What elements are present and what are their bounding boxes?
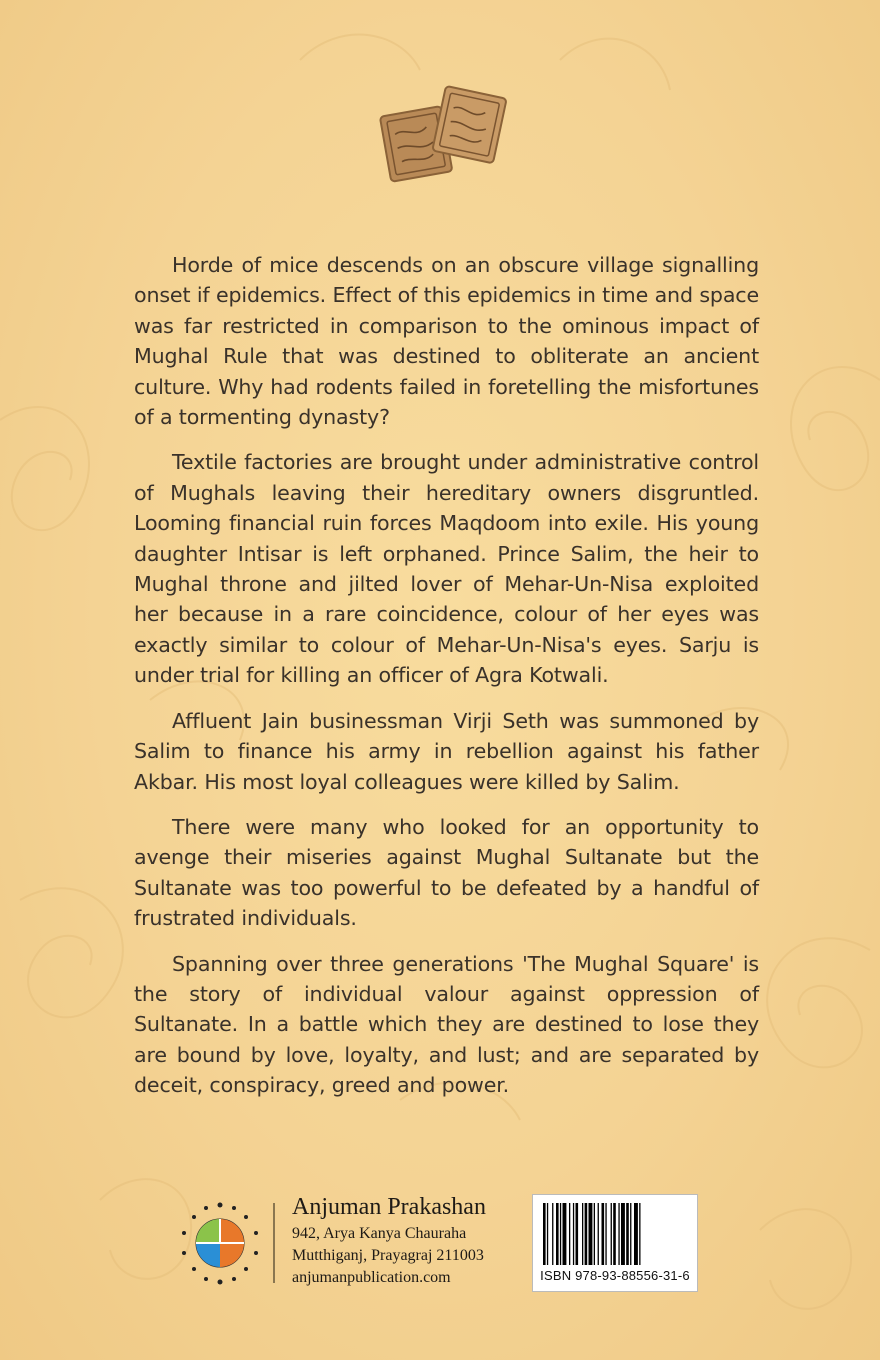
isbn-number: ISBN 978-93-88556-31-6	[540, 1268, 690, 1283]
mughal-coins-image	[376, 82, 510, 186]
publisher-block	[176, 1193, 516, 1293]
isbn-barcode	[532, 1194, 698, 1292]
blurb-paragraph: Affluent Jain businessman Virji Seth was summoned by Salim to finance his army in rebellion against his father Akbar. His most loyal colleagues were killed by Salim.	[134, 708, 759, 794]
back-cover-blurb	[134, 250, 759, 1116]
publisher-address-line1: 942, Arya Kanya Chauraha	[292, 1225, 467, 1242]
barcode-icon	[541, 1203, 689, 1265]
blurb-paragraph: Horde of mice descends on an obscure village signalling onset if epidemics. Effect of this epidemics in time and space was far restricted in comparison to the ominous impact of Mughal Rule that was destined to obliterate an ancient culture. Why had rodents failed in foretelling the misfortunes of a tormenting dynasty?	[134, 253, 759, 430]
publisher-name: Anjuman Prakashan	[292, 1194, 486, 1220]
blurb-paragraph: Spanning over three generations 'The Mughal Square' is the story of individual valour against oppression of Sultanate. In a battle which they are destined to lose they are bound by love, loyalty, and lust; and are separated by deceit, conspiracy, greed and power.	[134, 951, 759, 1098]
publisher-info	[292, 1193, 486, 1289]
publisher-divider	[273, 1203, 275, 1283]
publisher-website: anjumanpublication.com	[292, 1269, 451, 1286]
publisher-address-line2: Mutthiganj, Prayagraj 211003	[292, 1247, 484, 1264]
blurb-paragraph: There were many who looked for an opportunity to avenge their miseries against Mughal Sultanate but the Sultanate was too powerful to be defeated by a handful of frustrated individuals.	[134, 814, 759, 931]
publisher-emblem-icon	[176, 1197, 264, 1285]
blurb-paragraph: Textile factories are brought under administrative control of Mughals leaving their hereditary owners disgruntled. Looming financial ruin forces Maqdoom into exile. His young daughter Intisar is left orphaned. Prince Salim, the heir to Mughal throne and jilted lover of Mehar-Un-Nisa exploited her because in a rare coincidence, colour of her eyes was exactly similar to colour of Mehar-Un-Nisa's eyes. Sarju is under trial for killing an officer of Agra Kotwali.	[134, 450, 759, 688]
